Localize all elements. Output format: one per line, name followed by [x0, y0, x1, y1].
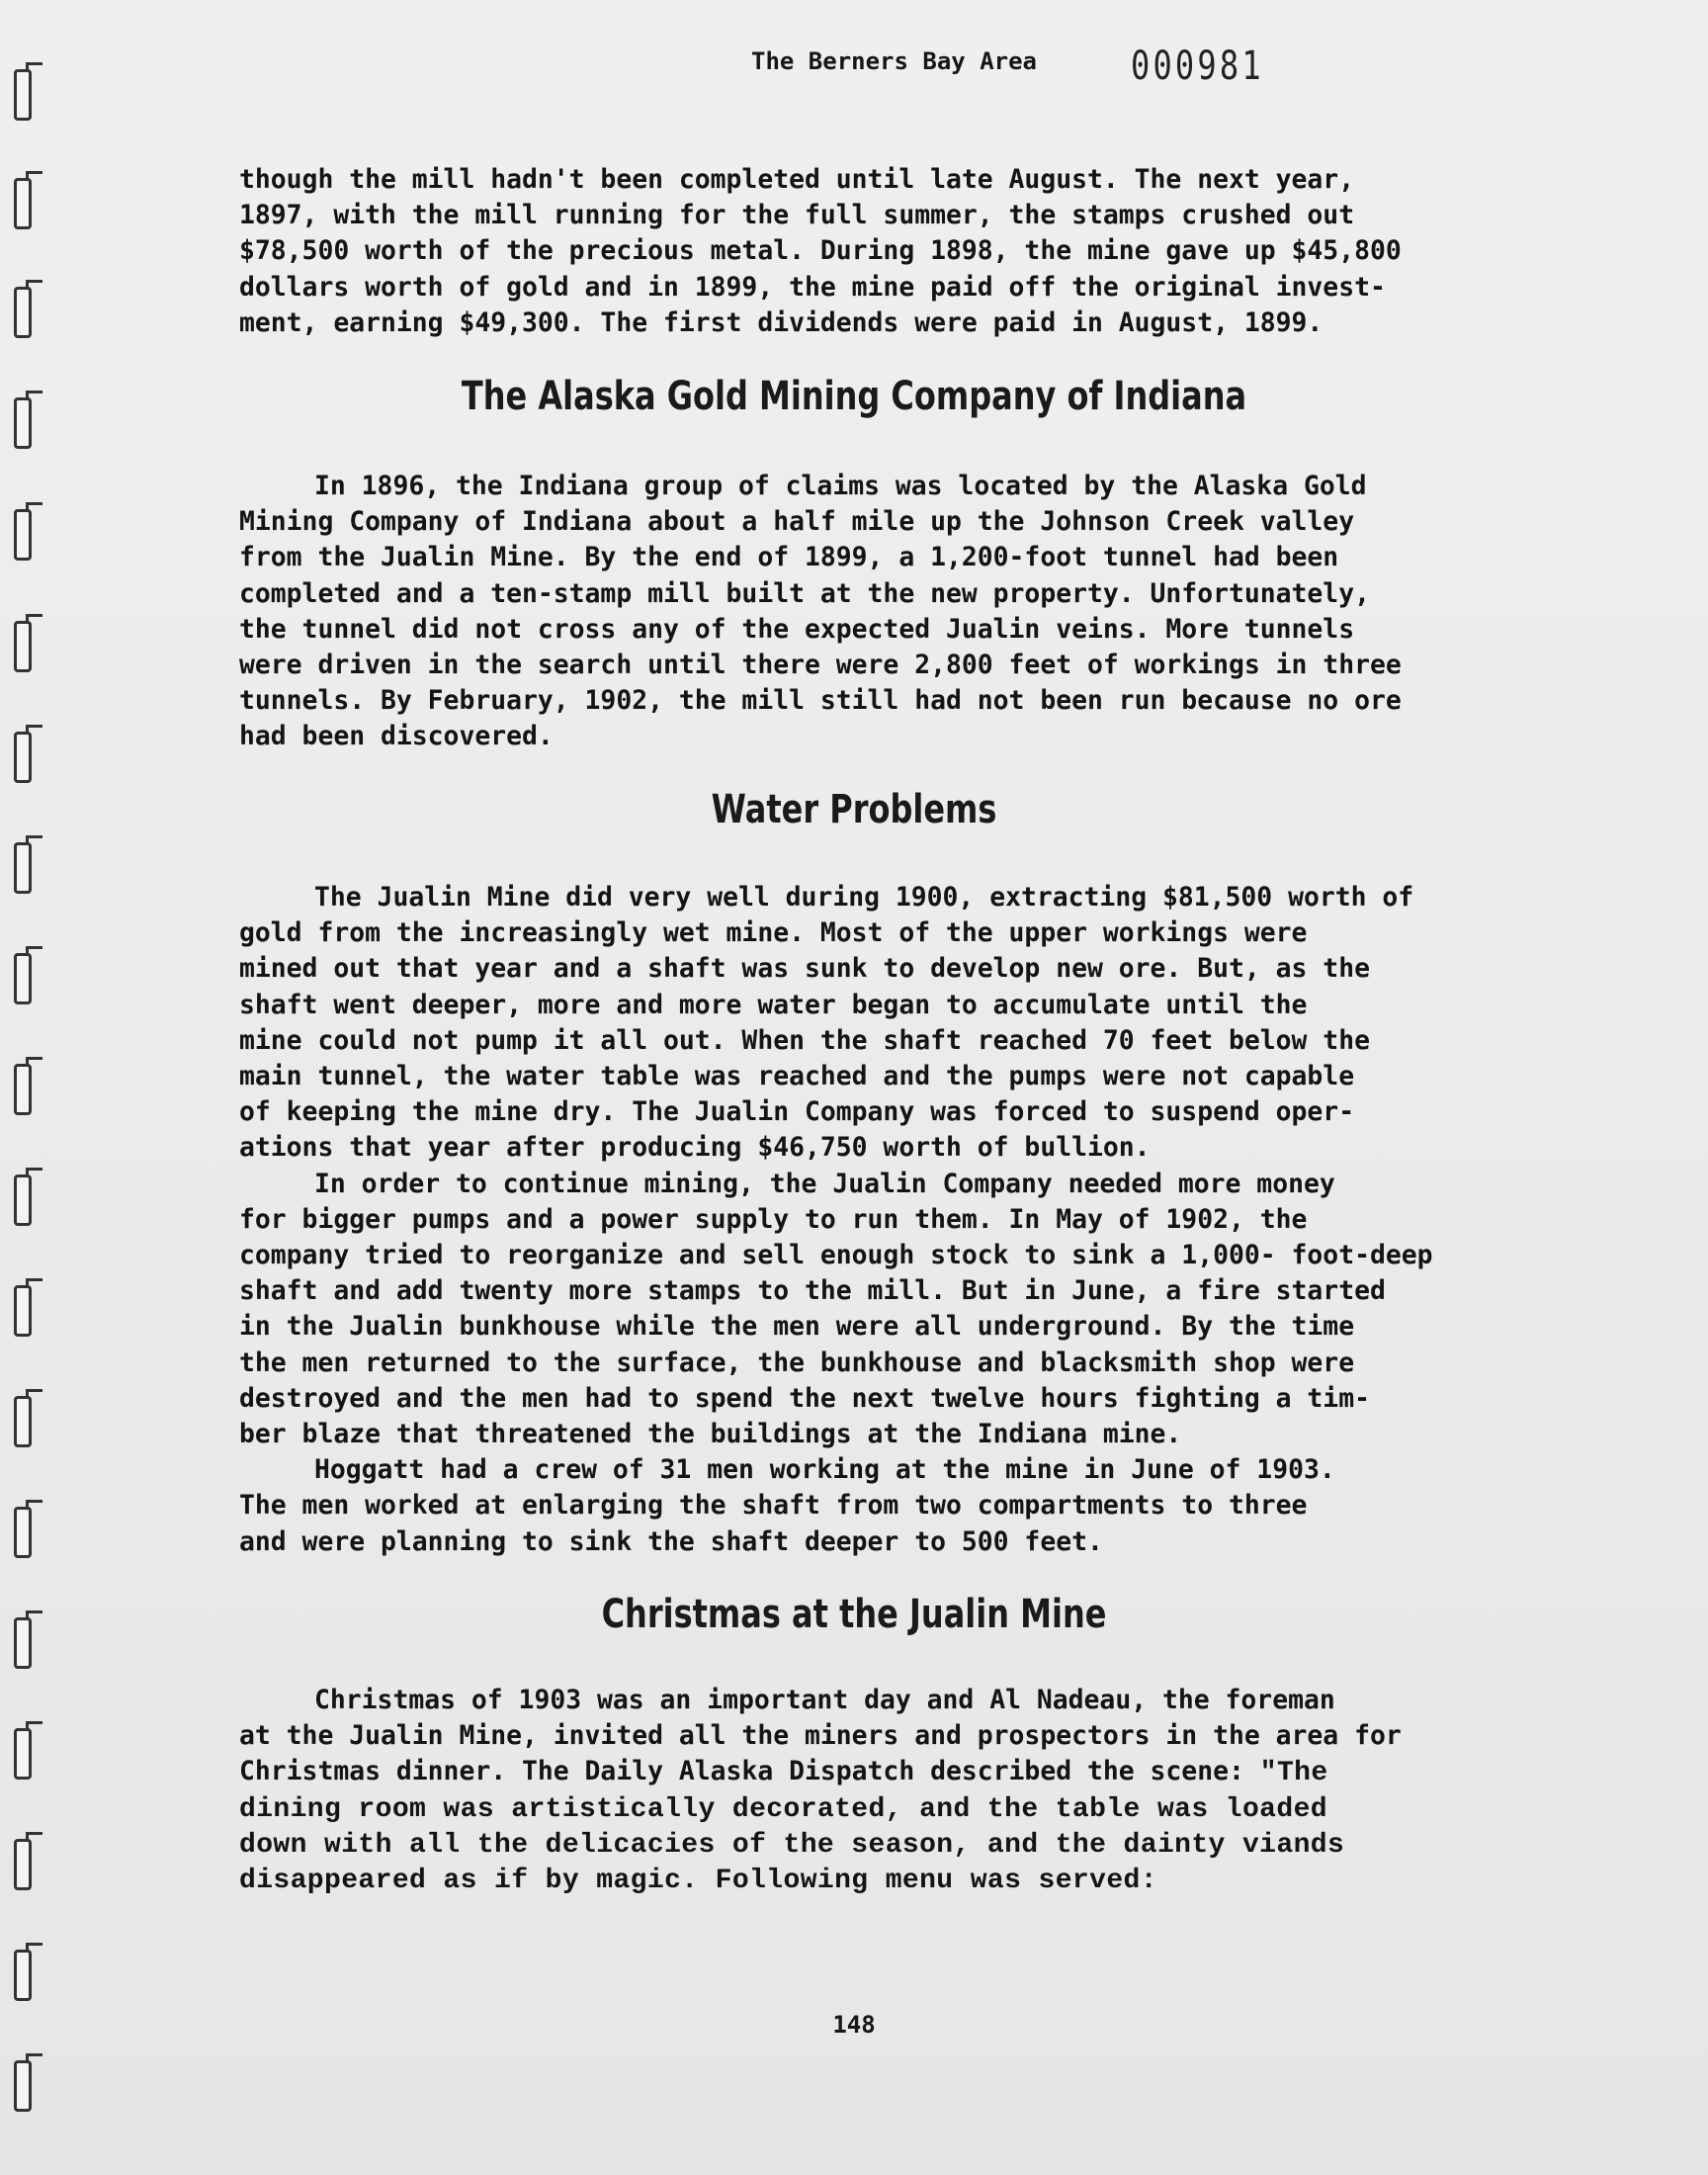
binding-ring-icon: [14, 1285, 32, 1337]
text-line: destroyed and the men had to spend the next twelve hours fighting a tim-: [239, 1382, 1370, 1414]
text-line: [239, 1754, 1524, 1791]
quoted-line: dining room was artistically decorated, and the table was loaded: [239, 1793, 1327, 1825]
spiral-binding: [8, 40, 67, 2175]
binding-ring-icon: [14, 842, 32, 894]
binding-ring-icon: [14, 1064, 32, 1115]
text-line: mine could not pump it all out. When the shaft reached 70 feet below the: [239, 1024, 1370, 1056]
binding-ring-icon: [14, 69, 32, 121]
text-line: the tunnel did not cross any of the expected Jualin veins. More tunnels: [239, 613, 1355, 645]
text-line: and were planning to sink the shaft deeper to 500 feet.: [239, 1525, 1103, 1557]
text-line: completed and a ten-stamp mill built at the new property. Unfortunately,: [239, 577, 1370, 609]
alaska-paragraph: [239, 469, 1524, 755]
water-paragraph: [239, 880, 1524, 1560]
text-line: In order to continue mining, the Jualin Company needed more money: [314, 1168, 1335, 1199]
text-line: mined out that year and a shaft was sunk to develop new ore. But, as the: [239, 953, 1370, 985]
binding-ring-icon: [14, 1174, 32, 1226]
text-segment: Christmas dinner. The Daily Alaska Dispatch described the scene:: [239, 1756, 1260, 1787]
document-stamp-number: 000981: [1131, 44, 1264, 89]
text-line: 1897, with the mill running for the full summer, the stamps crushed out: [239, 200, 1355, 231]
text-line: for bigger pumps and a power supply to run them. In May of 1902, the: [239, 1203, 1308, 1235]
text-line: from the Jualin Mine. By the end of 1899, a 1,200-foot tunnel had been: [239, 542, 1339, 573]
text-line: $78,500 worth of the precious metal. During 1898, the mine gave up $45,800: [239, 235, 1402, 267]
binding-ring-icon: [14, 1507, 32, 1558]
text-line: ber blaze that threatened the buildings at the Indiana mine.: [239, 1419, 1182, 1450]
section-heading-water: Water Problems: [711, 787, 997, 832]
binding-ring-icon: [14, 1839, 32, 1890]
quote-start: "The: [1259, 1758, 1328, 1789]
intro-paragraph: [239, 162, 1524, 341]
text-line: main tunnel, the water table was reached and the pumps were not capable: [239, 1061, 1355, 1092]
text-line: the men returned to the surface, the bunkhouse and blacksmith shop were: [239, 1347, 1355, 1378]
text-line: gold from the increasingly wet mine. Most of the upper workings were: [239, 917, 1308, 949]
binding-ring-icon: [14, 732, 32, 783]
text-line: though the mill hadn't been completed until late August. The next year,: [239, 164, 1355, 195]
page-number: 148: [832, 2011, 876, 2039]
binding-ring-icon: [14, 1396, 32, 1447]
binding-ring-icon: [14, 178, 32, 229]
running-header: The Berners Bay Area: [751, 47, 1037, 75]
text-line: in the Jualin bunkhouse while the men were all underground. By the time: [239, 1311, 1355, 1343]
text-line: The men worked at enlarging the shaft from two compartments to three: [239, 1490, 1308, 1522]
quoted-line: down with all the delicacies of the season, and the dainty viands: [239, 1829, 1345, 1861]
text-line: ations that year after producing $46,750 worth of bullion.: [239, 1132, 1151, 1164]
binding-ring-icon: [14, 621, 32, 672]
text-line: The Jualin Mine did very well during 1900, extracting $81,500 worth of: [314, 882, 1414, 913]
binding-ring-icon: [14, 509, 32, 561]
text-line: company tried to reorganize and sell enough stock to sink a 1,000- foot-deep: [239, 1240, 1433, 1271]
binding-ring-icon: [14, 397, 32, 449]
text-line: Christmas of 1903 was an important day and Al Nadeau, the foreman: [314, 1685, 1335, 1715]
text-line: had been discovered.: [239, 721, 554, 752]
binding-ring-icon: [14, 953, 32, 1004]
text-line: tunnels. By February, 1902, the mill still had not been run because no ore: [239, 685, 1402, 717]
text-line: were driven in the search until there were 2,800 feet of workings in three: [239, 650, 1402, 681]
text-line: Hoggatt had a crew of 31 men working at the mine in June of 1903.: [314, 1454, 1335, 1486]
quoted-line: disappeared as if by magic. Following menu was served:: [239, 1866, 1157, 1897]
text-line: dollars worth of gold and in 1899, the mine paid off the original invest-: [239, 271, 1386, 303]
text-line: at the Jualin Mine, invited all the miners and prospectors in the area for: [239, 1720, 1402, 1752]
text-line: of keeping the mine dry. The Jualin Company was forced to suspend oper-: [239, 1096, 1355, 1128]
text-line: In 1896, the Indiana group of claims was located by the Alaska Gold: [314, 471, 1367, 501]
text-line: ment, earning $49,300. The first dividends were paid in August, 1899.: [239, 306, 1324, 338]
text-line: shaft and add twenty more stamps to the mill. But in June, a fire started: [239, 1275, 1386, 1307]
binding-ring-icon: [14, 2060, 32, 2112]
section-heading-christmas: Christmas at the Jualin Mine: [601, 1592, 1107, 1637]
binding-ring-icon: [14, 1950, 32, 2001]
binding-ring-icon: [14, 1728, 32, 1780]
text-line: shaft went deeper, more and more water began to accumulate until the: [239, 989, 1308, 1020]
text-line: Mining Company of Indiana about a half mile up the Johnson Creek valley: [239, 506, 1355, 538]
christmas-paragraph: [239, 1683, 1524, 1899]
binding-ring-icon: [14, 287, 32, 338]
binding-ring-icon: [14, 1617, 32, 1669]
section-heading-alaska: The Alaska Gold Mining Company of Indiana: [461, 374, 1247, 419]
